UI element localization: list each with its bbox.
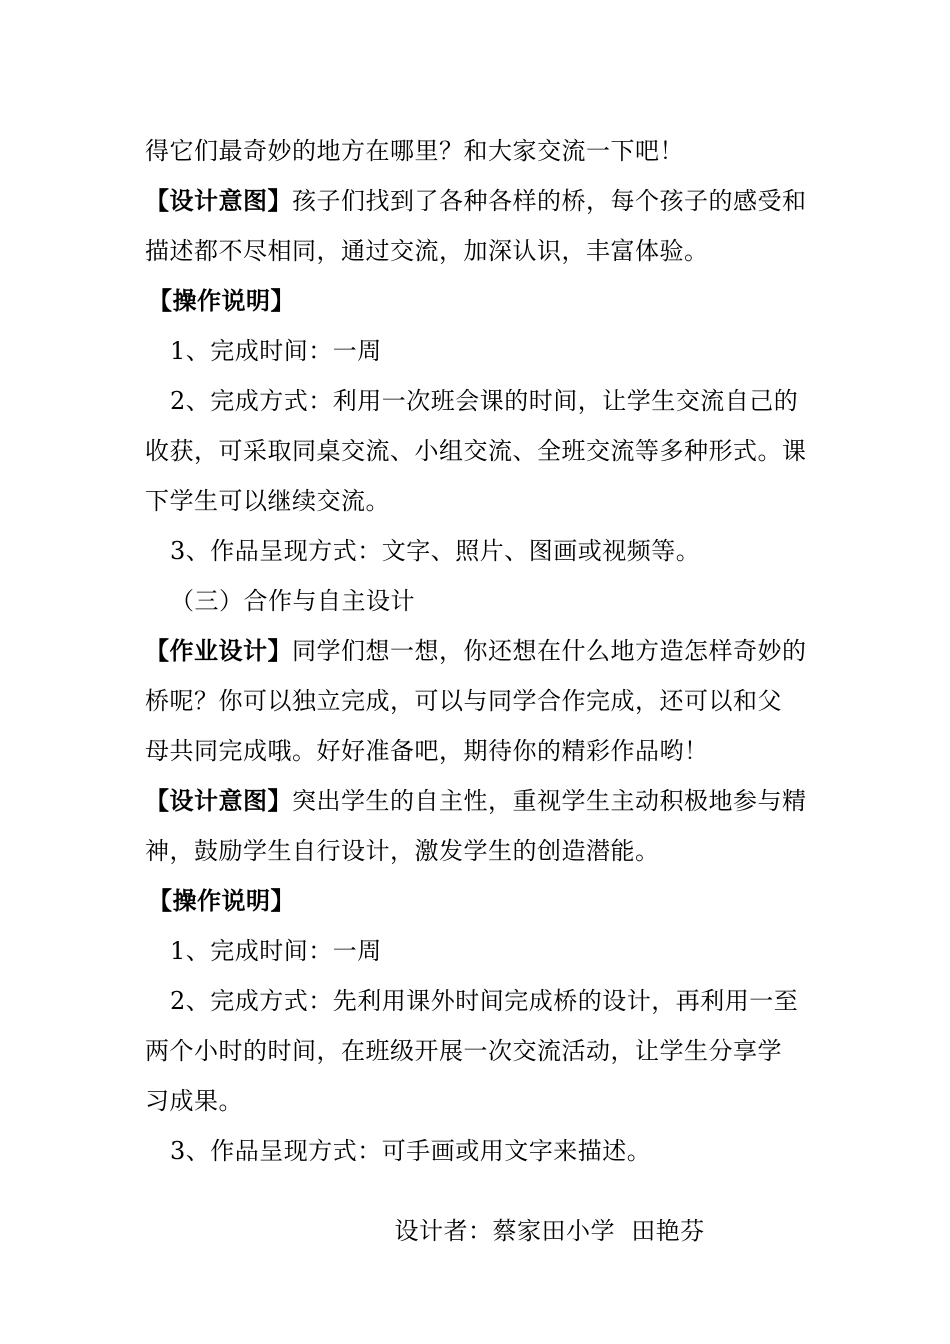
completion-time-item — [170, 336, 382, 366]
completion-method-item — [170, 986, 798, 1016]
line-text: 1、完成时间：一周 — [170, 337, 382, 365]
design-intent-label: 【设计意图】 — [145, 786, 292, 815]
line-text: 下学生可以继续交流。 — [145, 487, 390, 515]
line-text: 两个小时的时间，在班级开展一次交流活动，让学生分享学 — [145, 1037, 782, 1065]
line-text: 设计者：蔡家田小学 田艳芬 — [394, 1217, 705, 1245]
text-line — [145, 236, 709, 266]
section-heading — [170, 586, 415, 616]
line-text: 3、作品呈现方式：文字、照片、图画或视频等。 — [170, 537, 701, 565]
line-text: 母共同完成哦。好好准备吧，期待你的精彩作品哟！ — [145, 737, 709, 765]
text-line — [145, 136, 684, 166]
line-text: 突出学生的自主性，重视学生主动积极地参与精 — [292, 787, 807, 815]
text-line — [145, 486, 390, 516]
design-intent-line — [145, 186, 807, 216]
line-text: 收获，可采取同桌交流、小组交流、全班交流等多种形式。课 — [145, 437, 807, 465]
operation-instructions-heading: 【操作说明】 — [148, 286, 295, 315]
text-line — [145, 1086, 243, 1116]
line-text: 2、完成方式：先利用课外时间完成桥的设计，再利用一至 — [170, 987, 799, 1015]
text-line — [145, 436, 807, 466]
assignment-design-line — [145, 636, 807, 666]
text-line — [145, 1036, 782, 1066]
design-intent-label: 【设计意图】 — [145, 186, 292, 215]
operation-instructions-heading: 【操作说明】 — [148, 886, 295, 915]
text-line — [145, 686, 782, 716]
presentation-method-item — [170, 536, 700, 566]
line-text: 3、作品呈现方式：可手画或用文字来描述。 — [170, 1137, 652, 1165]
line-text: 习成果。 — [145, 1087, 243, 1115]
completion-time-item — [170, 936, 382, 966]
line-text: 得它们最奇妙的地方在哪里？和大家交流一下吧！ — [145, 137, 684, 165]
completion-method-item — [170, 386, 798, 416]
assignment-design-label: 【作业设计】 — [145, 636, 292, 665]
line-text: 描述都不尽相同，通过交流，加深认识，丰富体验。 — [145, 237, 709, 265]
line-text: 神，鼓励学生自行设计，激发学生的创造潜能。 — [145, 837, 660, 865]
line-text: 同学们想一想，你还想在什么地方造怎样奇妙的 — [292, 637, 807, 665]
line-text: 桥呢？你可以独立完成，可以与同学合作完成，还可以和父 — [145, 687, 782, 715]
text-line — [145, 836, 660, 866]
text-line — [145, 736, 709, 766]
line-text: （三）合作与自主设计 — [170, 587, 415, 615]
presentation-method-item — [170, 1136, 651, 1166]
design-intent-line — [145, 786, 807, 816]
designer-signature — [362, 1186, 705, 1276]
line-text: 2、完成方式：利用一次班会课的时间，让学生交流自己的 — [170, 387, 799, 415]
line-text: 1、完成时间：一周 — [170, 937, 382, 965]
line-text: 孩子们找到了各种各样的桥，每个孩子的感受和 — [292, 187, 807, 215]
